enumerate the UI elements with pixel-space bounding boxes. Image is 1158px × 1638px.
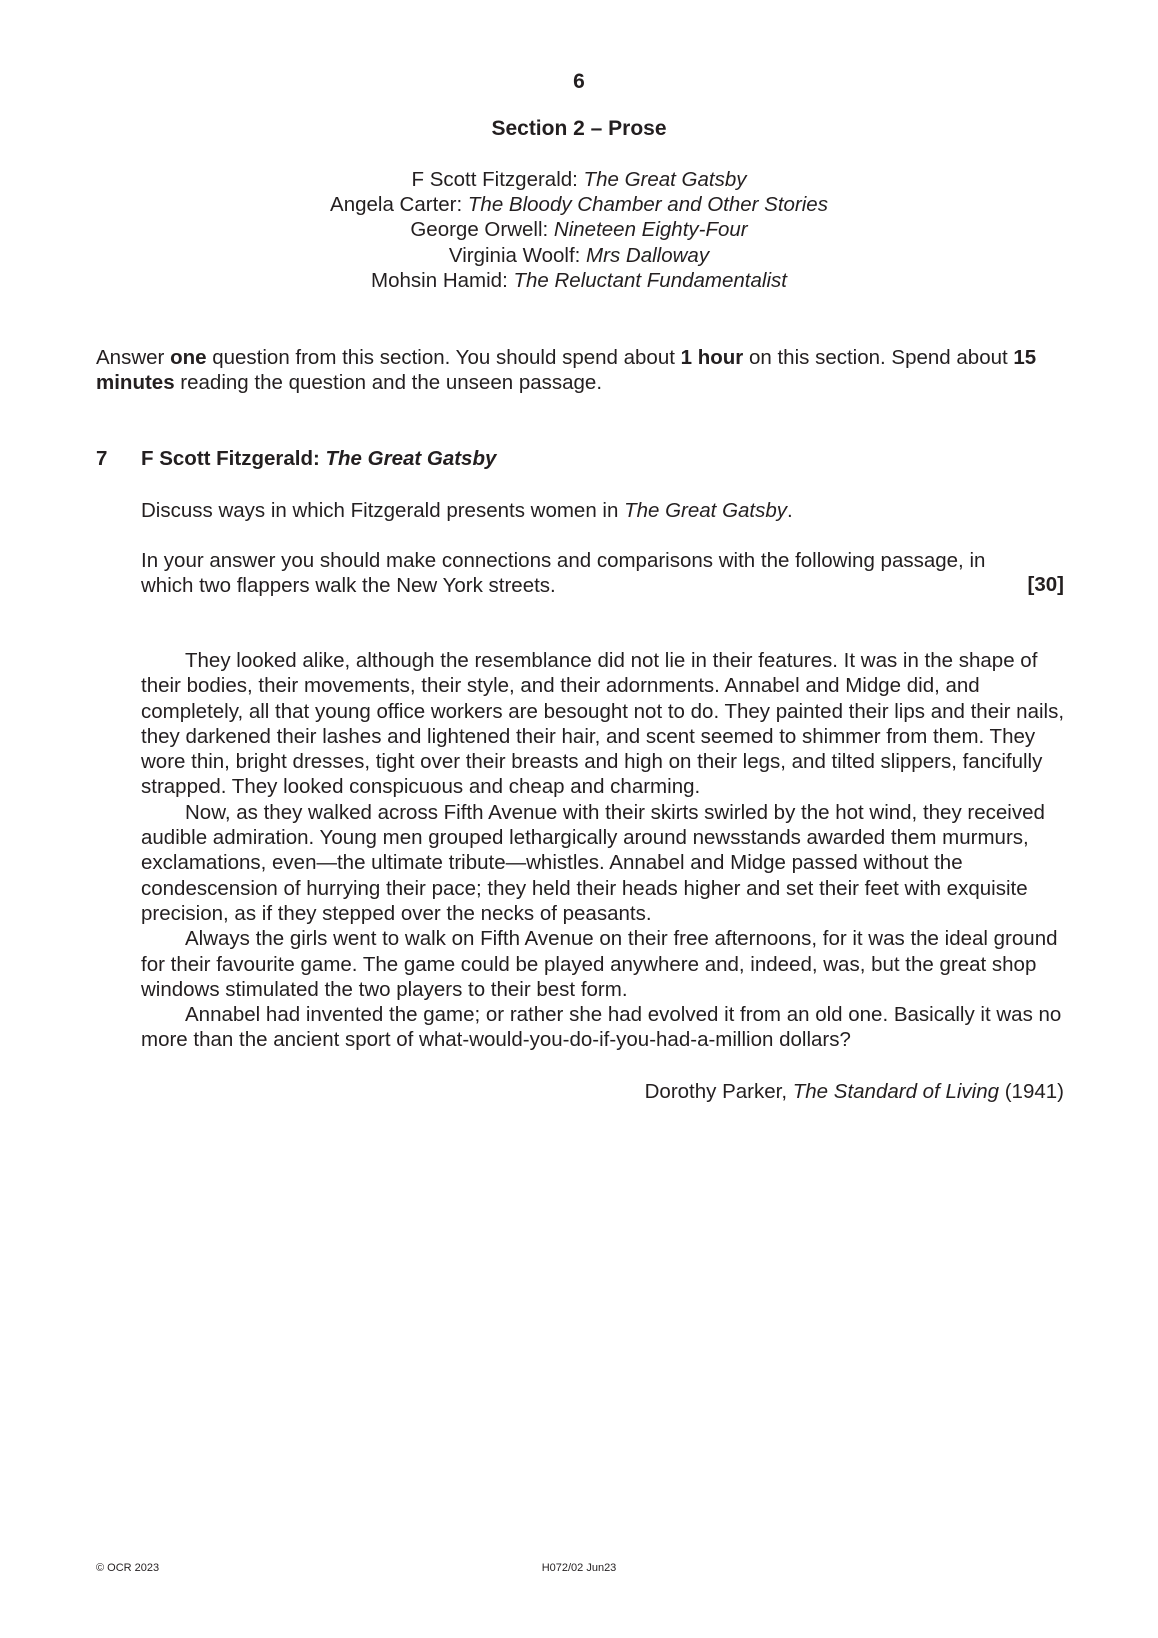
set-text-item: Angela Carter: The Bloody Chamber and Other Stories <box>330 193 828 217</box>
passage-attribution: Dorothy Parker, The Standard of Living (1941) <box>644 1080 1064 1103</box>
set-text-item: F Scott Fitzgerald: The Great Gatsby <box>411 168 747 191</box>
set-text-item: Mohsin Hamid: The Reluctant Fundamentalist <box>371 268 787 292</box>
question-title: F Scott Fitzgerald: The Great Gatsby <box>141 447 497 470</box>
page-number: 6 <box>573 70 585 93</box>
question-prompt: Discuss ways in which Fitzgerald presents women in The Great Gatsby. <box>141 499 793 522</box>
section-instructions: Answer one question from this section. You should spend about 1 hour on this section. Spend about 15 minutes reading the question and the unseen passage. <box>96 346 1037 394</box>
question-number: 7 <box>96 447 108 470</box>
passage-paragraph: They looked alike, although the resemblance did not lie in their features. It was in the shape of their bodies, their movements, their style, and their adornments. Annabel and Midge did, and completely, all that young office workers are besought not to do. They painted their lips and their nails, they darkened their lashes and lightened their hair, and scent seemed to shimmer from them. They wore thin, bright dresses, tight over their breasts and high on their legs, and tilted slippers, fancifully strapped. They looked conspicuous and cheap and charming. <box>141 649 1065 799</box>
footer-paper-code: H072/02 Jun23 <box>541 1562 617 1574</box>
passage-paragraph: Annabel had invented the game; or rather she had evolved it from an old one. Basically it was no more than the ancient sport of what-would-you-do-if-you-had-a-million dollars? <box>141 1003 1062 1052</box>
set-texts-list <box>0 167 1158 293</box>
question-marks: [30] <box>1027 573 1064 596</box>
unseen-passage <box>141 648 1072 1053</box>
passage-paragraph: Always the girls went to walk on Fifth Avenue on their free afternoons, for it was the ideal ground for their favourite game. The game could be played anywhere and, indeed, was, but the great shop windows stimulated the two players to their best form. <box>141 927 1058 1001</box>
set-text-item: George Orwell: Nineteen Eighty-Four <box>410 218 748 242</box>
set-text-item: Virginia Woolf: Mrs Dalloway <box>448 243 710 267</box>
footer-copyright: © OCR 2023 <box>96 1562 160 1574</box>
passage-paragraph: Now, as they walked across Fifth Avenue with their skirts swirled by the hot wind, they received audible admiration. Young men grouped lethargically around newsstands awarded them murmurs, exclamations, even—the ultimate tribute—whistles. Annabel and Midge passed without the condescension of hurrying their pace; they held their heads higher and set their feet with exquisite precision, as if they stepped over the necks of peasants. <box>141 800 1045 925</box>
question-connection-instruction: In your answer you should make connections and comparisons with the following passage, in which two flappers walk the New York streets. <box>141 549 986 597</box>
section-title: Section 2 – Prose <box>491 117 667 140</box>
